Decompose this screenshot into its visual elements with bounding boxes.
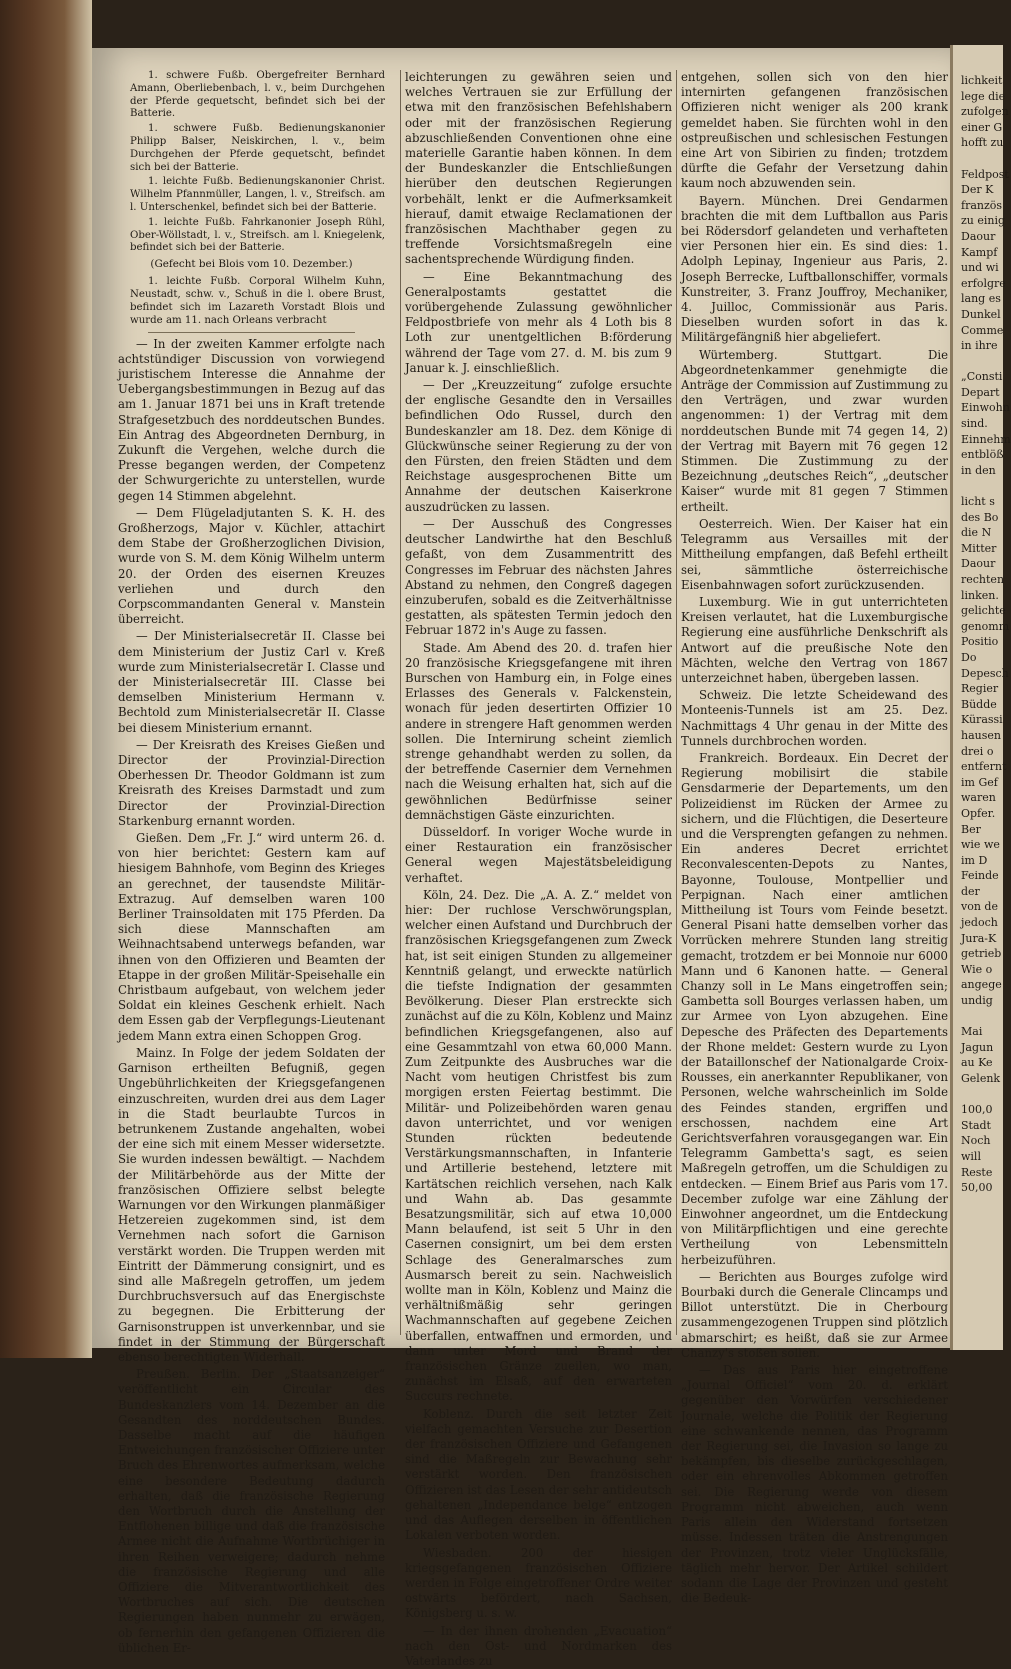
article-paragraph: Schweiz. Die letzte Scheidewand des Monteenis-Tunnels ist am 25. Dez. Nachmittags 4 Uhr genau in der Mitte des Tunnels durchbrochen worden. (681, 688, 948, 748)
article-paragraph: Bayern. München. Drei Gendarmen brachten die mit dem Luftballon aus Paris bei Rödersdorf gelandeten und verhafteten vier Personen hier ein. Es sind dies: 1. Adolph Lepinay, Ingenieur aus Paris, 2. Joseph Berrecke, Luftballonschiffer, vormals Kunstreiter, 3. Franz Jouffroy, Mechaniker, 4. Juilloc, Commissionär aus Paris. Dieselben wurden sofort in das k. Militärgefängniß hier abgeliefert. (681, 193, 948, 345)
article-paragraph: Frankreich. Bordeaux. Ein Decret der Regierung mobilisirt die stabile Gensdarmerie der Departements, um den Polizeidienst im Rücken der Armee zu sichern, und die Flüchtigen, die Deserteure und die Versprengten gefangen zu nehmen. Ein anderes Decret errichtet Reconvalescenten-Depots zu Nantes, Bayonne, Toulouse, Montpellier und Perpignan. Nach einer amtlichen Mittheilung ist Tours vom Feinde besetzt. General Pisani hatte demselben vorher das Vorrücken mehrere Stunden lang streitig gemacht, trotzdem er bei Monnoie nur 6000 Mann und 6 Kanonen hatte. — General Chanzy soll in Le Mans eingetroffen sein; Gambetta soll Bourges verlassen haben, um zur Armee von Lyon abzugehen. Eine Depesche des Präfecten des Departements der Rhone meldet: Gestern wurde zu Lyon der Bataillonschef der Nationalgarde Croix-Rousses, ein anerkannter Republikaner, von Personen, welche wahrscheinlich im Solde des Feindes standen, ergriffen und erschossen, nachdem eine Art Gerichtsverfahren vorausgegangen war. Ein Telegramm Gambetta's sagt, es seien Maßregeln getroffen, um die Schuldigen zu entdecken. — Einem Brief aus Paris vom 17. December zufolge war eine Zählung der Einwohner angeordnet, um die Entdeckung von Militärpflichtigen und eine gerechte Vertheilung von Lebensmitteln herbeizuführen. (681, 750, 948, 1267)
article-paragraph: entgehen, sollen sich von den hier internirten gefangenen französischen Offizieren nicht weniger als 200 krank gemeldet haben. Sie fürchten wohl in den ostpreußischen und schlesischen Festungen eine Art von Sibirien zu finden; trotzdem dürfte die Gefahr der Versetzung dahin kaum noch abzuwenden sein. (681, 70, 948, 191)
column-3 (676, 70, 948, 1606)
article-paragraph: Oesterreich. Wien. Der Kaiser hat ein Telegramm aus Versailles mit der Mittheilung empfangen, daß Befehl ertheilt sei, sämmtliche österreichische Eisenbahnwagen sofort zurückzusenden. (681, 516, 948, 592)
book-spine (0, 0, 92, 1358)
newspaper-page (92, 48, 950, 1668)
article-paragraph: Luxemburg. Wie in gut unterrichteten Kreisen verlautet, hat die Luxemburgische Regierung eine ausführliche Denkschrift als Antwort auf die preußische Note den Mächten, welche den Vertrag von 1867 unterzeichnet haben, übergeben lassen. (681, 594, 948, 685)
article-paragraph: Mainz. In Folge der jedem Soldaten der Garnison ertheilten Befugniß, gegen Ungebührlichkeiten der Kriegsgefangenen einzuschreiten, wurden drei aus dem Lager in die Stadt beurlaubte Turcos in betrunkenem Zustande angehalten, wobei der eine sich mit einem Messer widersetzte. Sie wurden indessen bewältigt. — Nachdem der Militärbehörde aus der Mitte der französischen Offiziere selbst belegte Warnungen vor den Wirkungen planmäßiger Hetzereien zugekommen sind, ist dem Vernehmen nach sofort die Garnison verstärkt worden. Die Truppen werden mit Eintritt der Dämmerung consignirt, und es sind alle Maßregeln getroffen, um jedem Durchbruchsversuch auf das Energischste zu begegnen. Die Erbitterung der Garnisonstruppen ist unverkennbar, und sie findet in der Stimmung der Bürgerschaft ebenso berechtigten Widerhall. (118, 1045, 385, 1364)
next-page-fragment: lichkeit lege die zufolgen einer G hofft zu Feldpost Der K französ zu einig Daour Kampf und wi erfolgre lang es Dunkel Comme in ihre „Consti Depart Einwohn sind. Einnehm entblöß in den licht s des Bo die N Mitter Daour rechten linken. gelichte genomm Positio Do Depesch Regier Büdde Kürassi hausen drei o entfernt im Gef waren Opfer. Ber wie we im D Feinde der von de jedoch Jura-K getrieb Wie o angege undig Mai Jagun au Ke Gelenk 100,0 Stadt Noch will Reste 50,00 (961, 74, 1011, 1195)
battle-note: (Gefecht bei Blois vom 10. Dezember.) (150, 258, 353, 271)
article-paragraph: — Der Ministerialsecretär II. Classe bei dem Ministerium der Justiz Carl v. Kreß wurde zum Ministerialsecretär I. Classe und der Ministerialsecretär III. Classe bei demselben Ministerium Hermann v. Bechtold zum Ministerialsecretär II. Classe bei diesem Ministerium ernannt. (118, 629, 385, 735)
article-paragraph: Düsseldorf. In voriger Woche wurde in einer Restauration ein französischer General wegen Majestätsbeleidigung verhaftet. (405, 824, 672, 885)
article-paragraph: — Der Kreisrath des Kreises Gießen und Director der Provinzial-Direction Oberhessen Dr. Theodor Goldmann ist zum Kreisrath des Kreises Darmstadt und zum Director der Provinzial-Direction Starkenburg ernannt worden. (118, 737, 385, 828)
casualty-entry: 1. leichte Fußb. Corporal Wilhelm Kuhn, Neustadt, schw. v., Schuß in die l. obere Brust, befindet sich im Lazareth Vorstadt Blois und wurde am 11. nach Orleans verbracht (130, 276, 385, 326)
casualty-entry: 1. leichte Fußb. Fahrkanonier Joseph Rühl, Ober-Wöllstadt, l. v., Streifsch. am l. Kniegelenk, befindet sich bei der Batterie. (130, 216, 385, 254)
article-paragraph: Würtemberg. Stuttgart. Die Abgeordnetenkammer genehmigte die Anträge der Commission auf Zustimmung zu den Verträgen, und zwar wurden angenommen: 1) der Vertrag mit dem norddeutschen Bunde mit 74 gegen 14, 2) der Vertrag mit Bayern mit 76 gegen 12 Stimmen. Die Zustimmung zu der Bezeichnung „deutsches Reich“, „deutscher Kaiser“ wurde mit 81 gegen 7 Stimmen ertheilt. (681, 347, 948, 514)
article-paragraph: — Der „Kreuzzeitung“ zufolge ersuchte der englische Gesandte den in Versailles befindlichen Odo Russel, durch den Bundeskanzler am 18. Dez. dem Könige di Glückwünsche seiner Regierung zu der von den Fürsten, den freien Städten und dem Reichstage ausgesprochenen Bitte um Annahme der deutschen Kaiserkrone auszudrücken zu lassen. (405, 378, 672, 514)
article-paragraph: — In der ihnen drohenden „Evacuation“ nach den Ost- und Nordmarken des Vaterlandes zu (405, 1623, 672, 1668)
article-paragraph: — Berichten aus Bourges zufolge wird Bourbaki durch die Generale Clincamps und Billot unterstützt. Die in Cherbourg zusammengezogenen Truppen sind plötzlich abmarschirt; es heißt, daß sie zur Armee Chanzy's stoßen sollen. (681, 1269, 948, 1360)
article-paragraph: Wiesbaden. 200 der hiesigen kriegsgefangenen französischen Offiziere werden in Folge eingetroffener Ordre weiter ostwärts befördert, nach Sachsen, Königsberg u. s. w. (405, 1545, 672, 1621)
article-paragraph: Preußen. Berlin. Der „Staatsanzeiger“ veröffentlicht ein Circular des Bundeskanzlers vom 14. Dezember an die Gesandten des norddeutschen Bundes. Dasselbe macht auf die häufigen Entweichungen französischer Offiziere unter Bruch des Ehrenwortes aufmerksam, welche eine besondere Bedeutung dadurch erhalten, daß die französische Regierung den Wortbruch durch die Anstellung der Entflohenen billige und daß die französische Armee nicht die Aufnahme Wortbrüchiger in ihren Reihen verweigere; dadurch nehme die französische Regierung und alle Offiziere die Mitverantwortlichkeit des Wortbruches auf sich. Die deutschen Regierungen haben nunmehr zu erwägen, ob fernerhin den gefangenen Offizieren die üblichen Er- (118, 1367, 385, 1655)
article-paragraph: leichterungen zu gewähren seien und welches Vertrauen sie zur Erfüllung der etwa mit den französischen Befehlshabern oder mit der französischen Regierung abzuschließenden Conventionen ohne eine materielle Garantie haben können. In dem der Bundeskanzler die Entschließungen hierüber den deutschen Regierungen vorbehält, lenkt er die Aufmerksamkeit hierauf, damit etwaige Reclamationen der französischen Machthaber gegen zu treffende Vorsichtsmaßregeln eine sachentsprechende Würdigung finden. (405, 70, 672, 267)
article-paragraph: — Der Ausschuß des Congresses deutscher Landwirthe hat den Beschluß gefaßt, von dem Zusammentritt des Congresses im Februar des nächsten Jahres Abstand zu nehmen, den Congreß dagegen einzuberufen, sobald es die Zeitverhältnisse gestatten, als spätesten Termin jedoch den Februar 1872 in's Auge zu fassen. (405, 516, 672, 638)
divider (148, 332, 355, 333)
article-paragraph: — Dem Flügeladjutanten S. K. H. des Großherzogs, Major v. Küchler, attachirt dem Stabe der Großherzoglichen Division, wurde von S. M. dem König Wilhelm unterm 20. der Orden des eisernen Kreuzes verliehen und durch den Corpscommandanten General v. Manstein überreicht. (118, 505, 385, 627)
column-2 (400, 70, 672, 1668)
casualty-entry: 1. schwere Fußb. Obergefreiter Bernhard Amann, Oberliebenbach, l. v., beim Durchgehen der Pferde gequetscht, befindet sich bei der Batterie. (130, 70, 385, 120)
article-paragraph: Gießen. Dem „Fr. J.“ wird unterm 26. d. von hier berichtet: Gestern kam auf hiesigem Bahnhofe, vom Beginn des Krieges an gerechnet, der tausendste Militär-Extrazug. Auf demselben waren 100 Berliner Trainsoldaten mit 175 Pferden. Da sich diese Mannschaften am Weihnachtsabend unterwegs befanden, war ihnen von den Offizieren und Beamten der Etappe in der großen Militär-Speisehalle ein Christbaum aufgebaut, von welchem jeder Soldat ein kleines Geschenk erhielt. Nach dem Essen gab der Verpflegungs-Lieutenant jedem Mann extra einen Schoppen Grog. (118, 831, 385, 1043)
article-paragraph: — Eine Bekanntmachung des Generalpostamts gestattet die vorübergehende Zulassung gewöhnlicher Feldpostbriefe von mehr als 4 Loth bis 8 Loth zur unentgeltlichen B:förderung während der Tage vom 27. d. M. bis zum 9 Januar k. J. einschließlich. (405, 269, 672, 375)
casualty-entry: 1. leichte Fußb. Bedienungskanonier Christ. Wilhelm Pfannmüller, Langen, l. v., Streifsch. am l. Unterschenkel, befindet sich bei der Batterie. (130, 176, 385, 213)
casualty-entry: 1. schwere Fußb. Bedienungskanonier Philipp Balser, Neiskirchen, l. v., beim Durchgehen der Pferde gequetscht, befindet sich bei der Batterie. (130, 123, 385, 173)
article-paragraph: — In der zweiten Kammer erfolgte nach achtstündiger Discussion von vorwiegend juristischem Interesse die Annahme der Uebergangsbestimmungen in Bezug auf das am 1. Januar 1871 bei uns in Kraft tretende Strafgesetzbuch des norddeutschen Bundes. Ein Antrag des Abgeordneten Dernburg, in Zukunft die Vergehen, welche durch die Presse begangen werden, der Competenz der Schwurgerichte zu unterstellen, wurde gegen 14 Stimmen abgelehnt. (118, 336, 385, 503)
article-paragraph: Köln, 24. Dez. Die „A. A. Z.“ meldet von hier: Der ruchlose Verschwörungsplan, welcher einen Aufstand und Durchbruch der französischen Kriegsgefangenen zum Zweck hat, ist seit einigen Stunden zu allgemeiner Kenntniß gelangt, und erweckte natürlich die tiefste Indignation der gesammten Bevölkerung. Dieser Plan erstreckte sich zunächst auf die zu Köln, Koblenz und Mainz befindlichen Kriegsgefangenen, also auf eine Gesammtzahl von etwa 60,000 Mann. Zum Zeitpunkte des Ausbruches war die Nacht vom heutigen Christfest bis zum morgigen ersten Feiertag bestimmt. Die Militär- und Polizeibehörden waren genau davon unterrichtet, und vor wenigen Stunden rückten bedeutende Verstärkungsmannschaften, in Infanterie und Artillerie bestehend, letztere mit Kartätschen reichlich versehen, nach Kalk und Wahn ab. Das gesammte Besatzungsmilitär, sich auf etwa 10,000 Mann belaufend, ist seit 5 Uhr in den Casernen consignirt, um bei dem ersten Schlage des Generalmarsches zum Ausmarsch bereit zu sein. Nachweislich wollte man in Köln, Koblenz und Mainz die verhältnißmäßig sehr geringen Wachmannschaften auf gegebene Zeichen überfallen, entwaffnen und ermorden, und dann unter Mord und Brand der französischen Gränze zueilen, wo man, zunächst im Elsaß, auf den erwarteten Succurs rechnete. (405, 887, 672, 1404)
article-paragraph: — Das aus Paris hier eingetroffene „Journal Officiel“ vom 20. d. erklärt gegenüber den Vorwürfen verschiedener Journale, welche die Politik der Regierung eine schwankende nennen, das Programm der Regierung sei, die Invasion so lange zu bekämpfen, bis dieselbe zurückgeschlagen, oder ein ehrenvolles Abkommen getroffen sei. Die Regierung werde von diesem Programm nicht abweichen, auch wenn Paris allein den Widerstand fortsetzen müsse. Indessen träten die Anstrengungen der Provinzen, trotz vieler Unglücksfälle, täglich mehr hervor. Der Artikel schildert sodann die Lage der Provinzen und gesteht die Bedeuk- (681, 1363, 948, 1606)
column-1 (118, 70, 385, 1655)
article-paragraph: Koblenz. Durch die seit letzter Zeit vielfach gemachten Versuche zur Desertion der französischen Offiziere und Gefangenen sind die Maßregeln zur Bewachung sehr verstärkt worden. Den französischen Offizieren ist das Lesen der sehr antideutsch gehaltenen „Independance belge“ entzogen und das Auflegen derselben in öffentlichen Lokalen verboten worden. (405, 1406, 672, 1543)
article-paragraph: Stade. Am Abend des 20. d. trafen hier 20 französische Kriegsgefangene mit ihren Burschen von Hamburg ein, in Folge eines Erlasses des Generals v. Falckenstein, wonach für jeden desertirten Offizier 10 andere in strengere Haft genommen werden sollen. Die Internirung scheint ziemlich strenge gehandhabt werden zu sollen, da der betreffende Casernier dem Vernehmen nach die Weisung erhalten hat, sich auf die gewöhnlichen Bedürfnisse seiner demnächstigen Gäste einzurichten. (405, 640, 672, 822)
next-page-edge (950, 45, 1011, 1350)
